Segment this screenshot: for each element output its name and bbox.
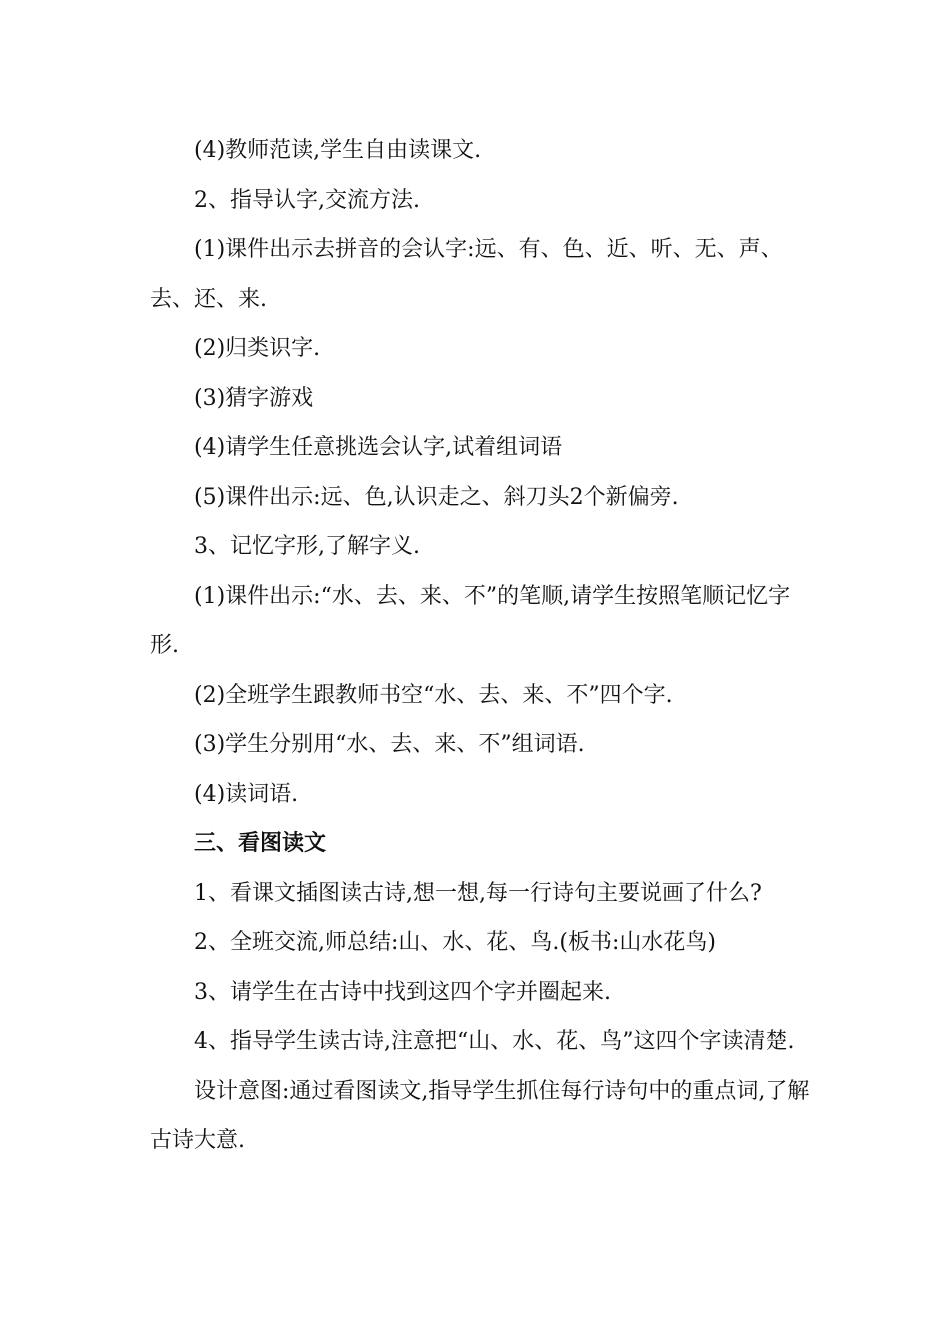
paragraph: 2、全班交流,师总结:山、水、花、鸟.(板书:山水花鸟) [194,930,716,955]
paragraph: (2)全班学生跟教师书空“水、去、来、不”四个字. [194,682,673,708]
paragraph: 2、指导认字,交流方法. [194,187,420,213]
paragraph: (3)学生分别用“水、去、来、不”组词语. [194,732,585,757]
paragraph: 设计意图:通过看图读文,指导学生抓住每行诗句中的重点词,了解古诗大意. [150,1078,810,1153]
paragraph: 3、请学生在古诗中找到这四个字并圈起来. [194,979,611,1005]
paragraph: (5)课件出示:远、色,认识走之、斜刀头2个新偏旁. [194,484,679,510]
paragraph: (2)归类识字. [194,336,321,361]
section-heading: 三、看图读文 [194,830,327,856]
paragraph: (1)课件出示去拼音的会认字:远、有、色、近、听、无、声、去、还、来. [150,237,783,312]
paragraph: (4)读词语. [194,781,299,807]
paragraph: 3、记忆字形,了解字义. [194,534,420,559]
paragraph: (3)猜字游戏 [194,385,314,411]
paragraph: 1、看课文插图读古诗,想一想,每一行诗句主要说画了什么? [194,880,762,906]
paragraph: (1)课件出示:“水、去、来、不”的笔顺,请学生按照笔顺记忆字形. [150,583,791,658]
document-body [150,126,810,1166]
paragraph: (4)请学生任意挑选会认字,试着组词语 [194,435,563,460]
paragraph: 4、指导学生读古诗,注意把“山、水、花、鸟”这四个字读清楚. [194,1029,795,1054]
paragraph: (4)教师范读,学生自由读课文. [194,138,482,163]
